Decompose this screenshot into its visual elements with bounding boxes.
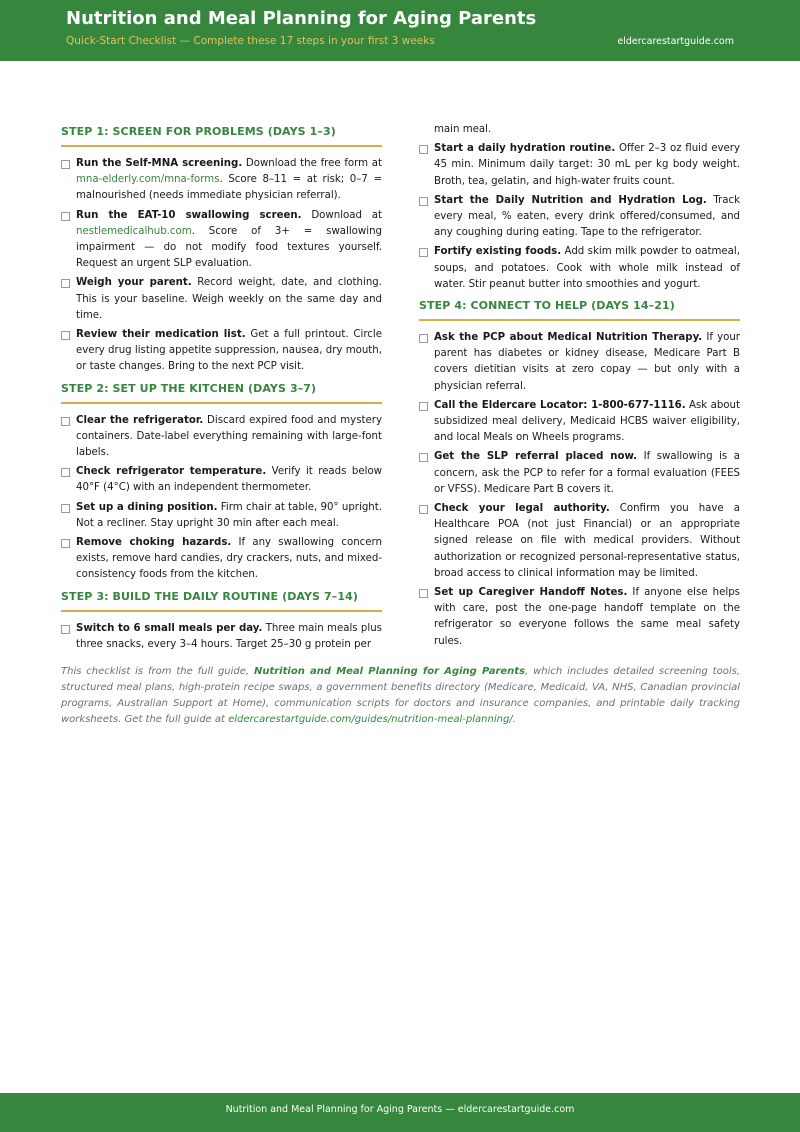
checklist-item (61, 500, 382, 532)
checkbox[interactable] (419, 402, 428, 411)
checklist-item (419, 398, 740, 447)
checkbox[interactable] (61, 504, 70, 513)
item-title: Weigh your parent. (76, 277, 192, 289)
item-text: Confirm you have a Healthcare POA (not just Financial) or an appropriate signed release on file with medical providers. Without authorization or recognized personal-representative status, broad access to clinical information may be limited. (434, 503, 740, 579)
item-title: Set up Caregiver Handoff Notes. (434, 587, 628, 599)
page-title: Nutrition and Meal Planning for Aging Parents (66, 8, 537, 29)
checkbox[interactable] (61, 160, 70, 169)
site-url[interactable]: eldercarestartguide.com (617, 36, 734, 47)
checklist-item (61, 413, 382, 462)
nestle-link[interactable]: nestlemedicalhub.com (76, 225, 192, 237)
checklist-item (61, 621, 382, 653)
checklist-item (61, 208, 382, 273)
checklist-item (419, 501, 740, 582)
item-title: Check refrigerator temperature. (76, 466, 267, 478)
item-text: Firm chair at table, 90° upright. Not a recliner. Stay upright 30 min after each meal. (76, 501, 382, 529)
item-title: Fortify existing foods. (434, 246, 562, 258)
item-text: Get a full printout. Circle every drug listing appetite suppression, nausea, dry mouth, or taste changes. Bring to the next PCP visit. (76, 329, 382, 373)
item-text: Verify it reads below 40°F (4°C) with an independent thermometer. (76, 466, 383, 494)
guide-title: Nutrition and Meal Planning for Aging Parents (253, 666, 526, 677)
item-title: Start a daily hydration routine. (434, 143, 616, 155)
item-title: Run the Self-MNA screening. (76, 158, 243, 169)
item-text: If your parent has diabetes or kidney disease, Medicare Part B covers dietitian visits at zero copay — but only with a physician referral. (434, 332, 740, 392)
checkbox[interactable] (61, 417, 70, 426)
step-3-heading: STEP 3: BUILD THE DAILY ROUTINE (DAYS 7–14) (61, 587, 382, 612)
page-header (0, 0, 800, 61)
checkbox[interactable] (419, 145, 428, 154)
item-text: If any swallowing concern exists, remove hard candies, dry crackers, nuts, and mixed-consistency foods from the kitchen. (76, 537, 382, 581)
item-title: Remove choking hazards. (76, 537, 232, 549)
item-title: Start the Daily Nutrition and Hydration Log. (434, 194, 707, 206)
mna-link[interactable]: mna-elderly.com/mna-forms (76, 174, 220, 186)
checkbox[interactable] (61, 331, 70, 340)
checkbox[interactable] (61, 212, 70, 221)
right-column (419, 122, 740, 653)
item-title: Check your legal authority. (434, 503, 610, 515)
checkbox[interactable] (61, 625, 70, 634)
guide-footnote (61, 664, 740, 728)
item-text: If swallowing is a concern, ask the PCP to refer for a formal evaluation (FEES or VFSS). Medicare Part B covers it. (434, 451, 740, 495)
checkbox[interactable] (419, 334, 428, 343)
item-text: Ask about subsidized meal delivery, Medicaid HCBS waiver eligibility, and local Meals on Wheels programs. (434, 399, 740, 444)
item-text: . Score 8–11 = at risk; 0–7 = malnourished (needs immediate physician referral). (76, 174, 382, 202)
item-title: Review their medication list. (76, 329, 246, 341)
item-text: If anyone else helps with care, post the one-page handoff template on the refrigerator so everyone follows the same meal safety rules. (434, 587, 740, 647)
item-title: Get the SLP referral placed now. (434, 451, 638, 463)
item-text: Three main meals plus three snacks, every 3–4 hours. Target 25–30 g protein per (76, 622, 382, 650)
checkbox[interactable] (61, 539, 70, 548)
checklist-item (61, 275, 382, 324)
checklist-item (61, 464, 382, 496)
item-text: Download at (301, 209, 383, 221)
checkbox[interactable] (419, 248, 428, 257)
guide-link[interactable]: eldercarestartguide.com/guides/nutrition-meal-planning/ (228, 714, 513, 725)
item-title: Clear the refrigerator. (76, 414, 204, 426)
checklist-item (61, 156, 382, 205)
page-subtitle: Quick-Start Checklist — Complete these 17 steps in your first 3 weeks (66, 35, 435, 47)
checklist-item (61, 535, 382, 584)
checklist-item (419, 585, 740, 650)
checkbox[interactable] (61, 279, 70, 288)
checklist-item (419, 330, 740, 395)
item-text: Record weight, date, and clothing. This is your baseline. Weigh weekly on the same day and time. (76, 277, 382, 321)
item-title: Switch to 6 small meals per day. (76, 622, 263, 634)
footnote-text: , which includes detailed screening tools, structured meal plans, high-protein recipe swaps, a government benefits directory (Medicare, Medicaid, VA, NHS, Canadian provincial programs, Australian Support at Home), communication scripts for doctors and insurance companies, and printable daily tracking worksheets. Get the full guide at (61, 666, 741, 725)
checkbox[interactable] (419, 197, 428, 206)
checklist-item (419, 449, 740, 498)
checklist-item (419, 141, 740, 190)
checkbox[interactable] (419, 589, 428, 598)
step-4-heading: STEP 4: CONNECT TO HELP (DAYS 14–21) (419, 296, 740, 321)
footnote-text: . (512, 714, 516, 725)
item-text: Add skim milk powder to oatmeal, soups, and potatoes. Cook with whole milk instead of water. Stir peanut butter into smoothies and yogurt. (434, 246, 740, 290)
item-text: Offer 2–3 oz fluid every 45 min. Minimum daily target: 30 mL per kg body weight. Broth, tea, gelatin, and high-water fruits count. (434, 143, 741, 187)
item-title: Run the EAT-10 swallowing screen. (76, 209, 302, 221)
checkbox[interactable] (61, 468, 70, 477)
item-text: Discard expired food and mystery containers. Date-label everything remaining with large-font labels. (76, 414, 382, 459)
step-1-heading: STEP 1: SCREEN FOR PROBLEMS (DAYS 1–3) (61, 122, 382, 147)
item-text: Download the free form at (242, 158, 382, 169)
item-title: Set up a dining position. (76, 501, 218, 513)
item-text: Track every meal, % eaten, every drink offered/consumed, and any coughing during eating. Tape to the refrigerator. (434, 194, 740, 239)
footer-text: Nutrition and Meal Planning for Aging Parents — eldercarestartguide.com (225, 1104, 575, 1115)
checklist-item (61, 327, 382, 376)
item-text: . Score of 3+ = swallowing impairment — do not modify food textures yourself. Request an urgent SLP evaluation. (76, 225, 382, 270)
checklist-item (419, 244, 740, 293)
item-continuation: main meal. (434, 124, 492, 135)
item-title: Call the Eldercare Locator: 1-800-677-1116. (434, 399, 686, 411)
footnote-text: This checklist is from the full guide, (61, 666, 254, 677)
checkbox[interactable] (419, 505, 428, 514)
left-column (61, 122, 382, 656)
checkbox[interactable] (419, 453, 428, 462)
step-2-heading: STEP 2: SET UP THE KITCHEN (DAYS 3–7) (61, 379, 382, 404)
checklist-item (419, 193, 740, 242)
item-title: Ask the PCP about Medical Nutrition Therapy. (434, 332, 703, 344)
page-footer (0, 1093, 800, 1132)
